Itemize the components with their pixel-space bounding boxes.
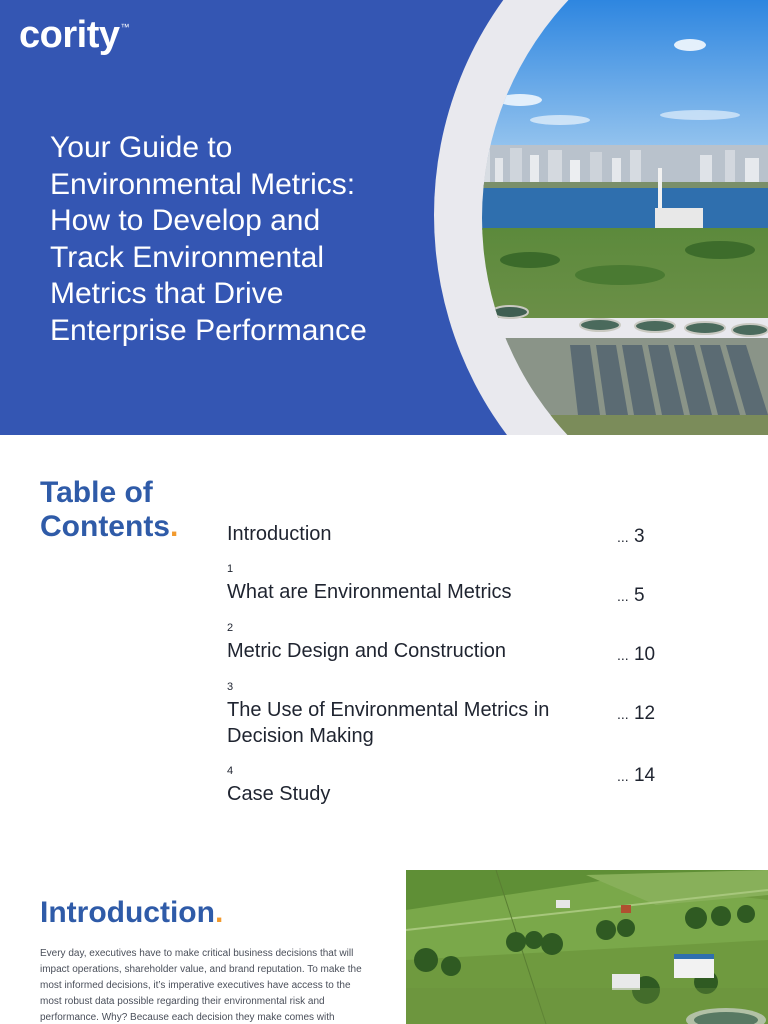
cority-logo [19,14,129,57]
logo-trademark: ™ [120,22,129,32]
toc-item-label: The Use of Environmental Metrics in Decision Making [227,699,550,747]
title-line: Track Environmental [50,240,324,274]
logo-text: cority [19,14,120,56]
toc-item-metric-design[interactable] [227,622,667,668]
toc-item-page: ... 5 [617,585,645,606]
accent-dot: . [214,896,224,929]
toc-item-decision-making[interactable] [227,681,667,751]
toc-heading-line: Table of [40,476,153,509]
toc-item-label: Metric Design and Construction [227,640,507,662]
toc-item-case-study[interactable] [227,765,667,811]
toc-heading-line: Contents [40,510,170,543]
cover-hero [0,0,768,435]
toc-item-number: 2 [227,622,234,634]
title-line: Enterprise Performance [50,313,367,347]
toc-item-label: Case Study [227,783,331,805]
intro-heading-text: Introduction [40,896,215,929]
toc-item-page: ... 12 [617,703,656,724]
accent-dot: . [170,510,179,543]
title-line: Environmental Metrics: [50,167,356,201]
document-title [50,130,440,349]
toc-item-label: What are Environmental Metrics [227,581,512,603]
title-line: Your Guide to [50,131,233,164]
toc-heading [40,476,178,544]
toc-item-number: 4 [227,765,234,777]
toc-item-environmental-metrics[interactable] [227,563,667,609]
title-line: Metrics that Drive [50,277,284,310]
intro-aerial-photo [406,870,768,1024]
toc-item-number: 3 [227,681,234,693]
title-line: How to Develop and [50,204,321,237]
toc-item-number: 1 [227,563,234,575]
toc-item-page: ... 3 [617,526,645,547]
toc-item-page: ... 14 [617,765,656,786]
toc-item-page: ... 10 [617,644,656,665]
toc-item-label: Introduction [227,523,332,545]
intro-heading [40,896,223,930]
toc-item-introduction[interactable] [227,520,667,550]
intro-body-text: Every day, executives have to make critical business decisions that will impact operations, shareholder value, and brand reputation. To make the most informed decisions, it’s imperative executives have access to the most robust data possible regarding their environmental risk and performance. Why? Because each decision they make comes with [40,948,362,1023]
